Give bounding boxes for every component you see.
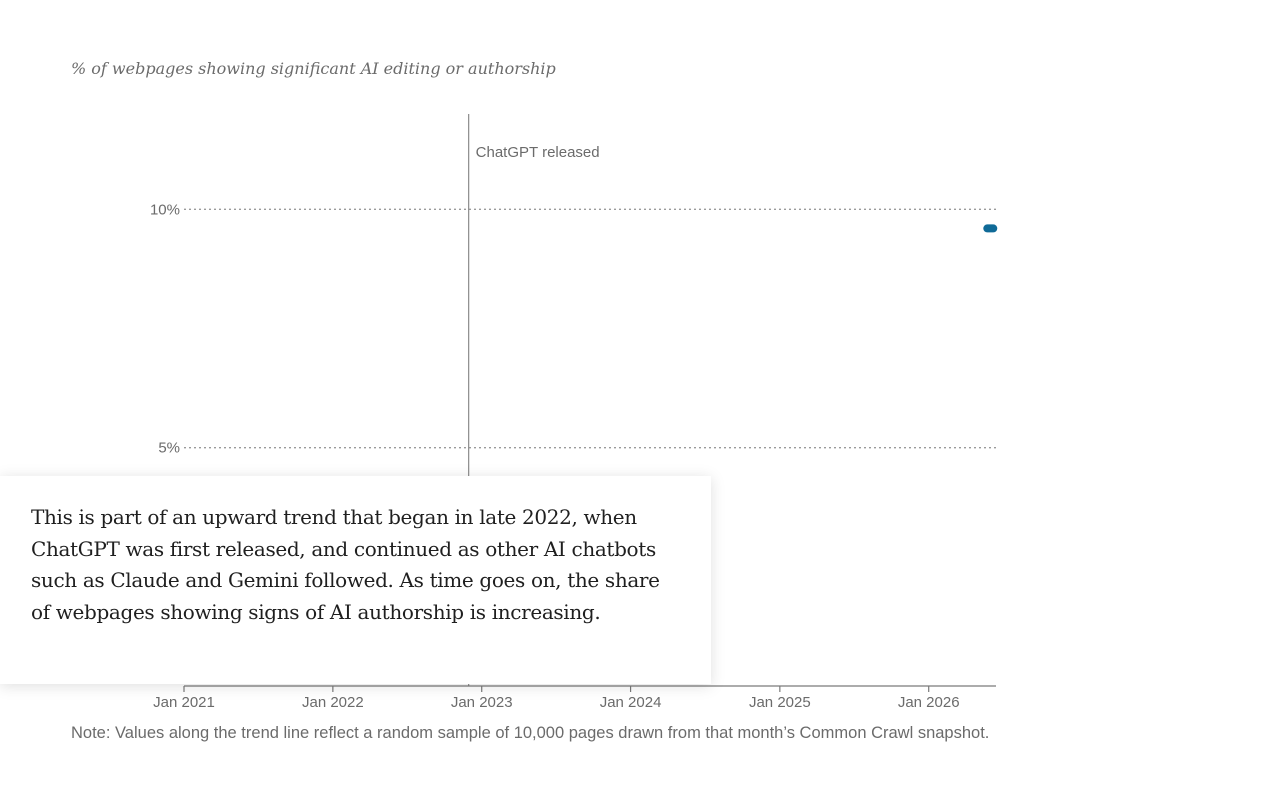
- callout-box: [0, 476, 711, 684]
- x-tick-label: Jan 2024: [599, 694, 662, 711]
- chart-note: Note: Values along the trend line reflect a random sample of 10,000 pages drawn from that month’s Common Crawl snapshot.: [71, 724, 990, 742]
- annotation-label: ChatGPT released: [475, 144, 600, 161]
- chart-subtitle: % of webpages showing significant AI editing or authorship: [71, 59, 556, 78]
- x-tick-label: Jan 2021: [153, 694, 215, 711]
- x-tick-label: Jan 2023: [450, 694, 513, 711]
- data-point: [983, 224, 997, 232]
- x-tick-label: Jan 2025: [748, 694, 811, 711]
- y-tick-label: 5%: [158, 439, 180, 457]
- x-tick-label: Jan 2022: [301, 694, 364, 711]
- y-tick-label: 10%: [149, 201, 180, 219]
- callout-text: This is part of an upward trend that began in late 2022, when ChatGPT was first released, and continued as other AI chatbots such as Claude and Gemini followed. As time goes on, the share of webpages showing signs of AI authorship is increasing.: [31, 505, 660, 624]
- x-tick-label: Jan 2026: [897, 694, 960, 711]
